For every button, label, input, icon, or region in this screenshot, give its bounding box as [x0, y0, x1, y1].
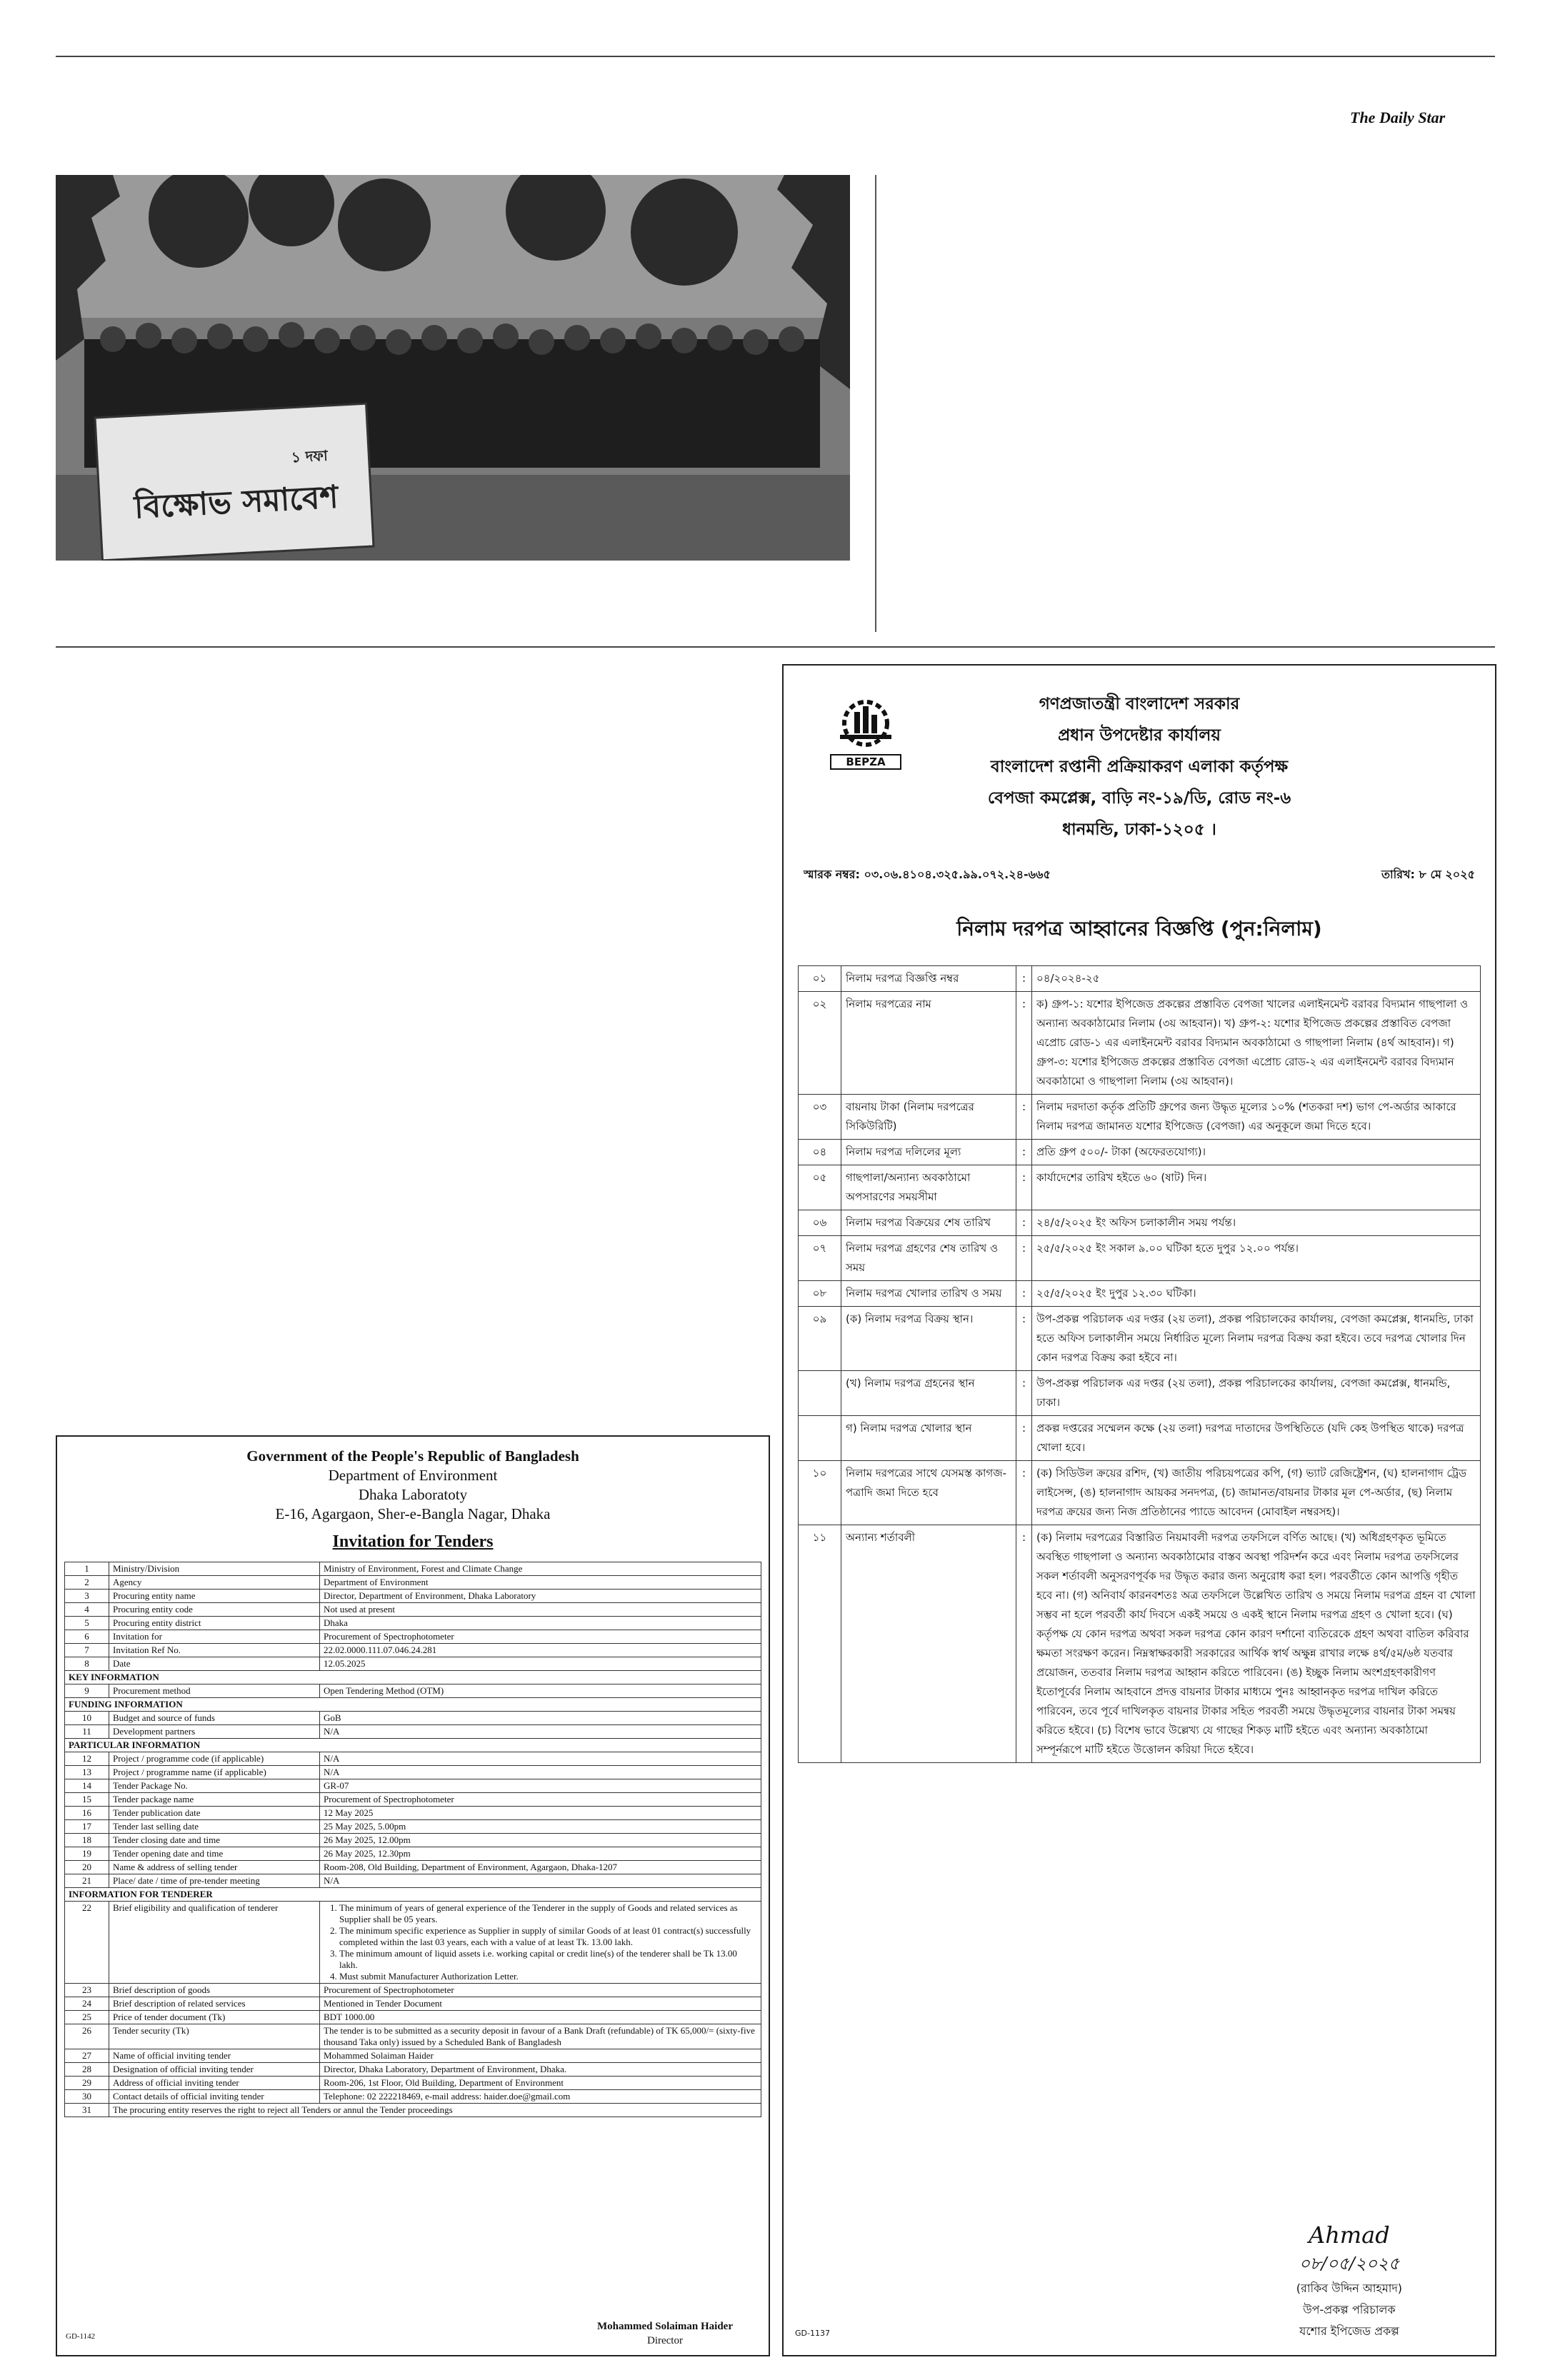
table-row	[65, 2063, 761, 2077]
row-number: ০৪	[799, 1140, 841, 1165]
row-number: 14	[65, 1779, 109, 1793]
row-number: 5	[65, 1617, 109, 1630]
row-label: Designation of official inviting tender	[109, 2063, 320, 2077]
row-number: 20	[65, 1861, 109, 1874]
row-number: 29	[65, 2077, 109, 2090]
row-label: Procuring entity district	[109, 1617, 320, 1630]
row-value: কার্যাদেশের তারিখ হইতে ৬০ (ষাট) দিন।	[1032, 1165, 1481, 1210]
table-row	[65, 1834, 761, 1847]
table-row	[65, 2024, 761, 2049]
row-label: Tender last selling date	[109, 1820, 320, 1834]
tender-notice-english	[56, 1435, 770, 2356]
row-value: উপ-প্রকল্প পরিচালক এর দপ্তর (২য় তলা), প্রকল্প পরিচালকের কার্যালয়, বেপজা কমপ্লেক্স, ধানমন্ডি, ঢাকা।	[1032, 1371, 1481, 1416]
row-number: ০৩	[799, 1095, 841, 1140]
header-line: প্রধান উপদেষ্টার কার্যালয়	[1058, 726, 1221, 745]
row-label: Brief description of goods	[109, 1984, 320, 1997]
row-label: (খ) নিলাম দরপত্র গ্রহনের স্থান	[841, 1371, 1016, 1416]
row-number: 23	[65, 1984, 109, 1997]
header-line: E-16, Agargaon, Sher-e-Bangla Nagar, Dhaka	[275, 1505, 551, 1522]
table-row	[65, 1657, 761, 1671]
top-rule	[56, 56, 1495, 57]
row-label: Procurement method	[109, 1684, 320, 1698]
table-row	[65, 1874, 761, 1888]
row-label: নিলাম দরপত্র খোলার তারিখ ও সময়	[841, 1281, 1016, 1307]
row-number: 18	[65, 1834, 109, 1847]
section-heading: INFORMATION FOR TENDERER	[65, 1888, 761, 1902]
row-value: 12 May 2025	[320, 1807, 761, 1820]
gd-code: GD-1142	[66, 2332, 96, 2341]
row-value: Procurement of Spectrophotometer	[320, 1984, 761, 1997]
row-colon: :	[1016, 966, 1032, 992]
row-value	[320, 1902, 761, 1984]
header-line: Department of Environment	[328, 1467, 498, 1484]
row-value: Mentioned in Tender Document	[320, 1997, 761, 2011]
table-row	[799, 1525, 1481, 1763]
row-label: নিলাম দরপত্রের নাম	[841, 992, 1016, 1095]
row-label: Development partners	[109, 1725, 320, 1739]
row-value: Director, Dhaka Laboratory, Department of Environment, Dhaka.	[320, 2063, 761, 2077]
row-label: Project / programme name (if applicable)	[109, 1766, 320, 1779]
row-label: Address of official inviting tender	[109, 2077, 320, 2090]
row-value: N/A	[320, 1752, 761, 1766]
row-value: ২৪/৫/২০২৫ ইং অফিস চলাকালীন সময় পর্যন্ত।	[1032, 1210, 1481, 1236]
row-number: 16	[65, 1807, 109, 1820]
row-label: Name of official inviting tender	[109, 2049, 320, 2063]
eligibility-item: 2. The minimum specific experience as Supplier in supply of similar Goods of at least 01 contract(s) successfully completed within the last 03 years, each with a value of at least Tk. 13.00 lakh.	[339, 1925, 757, 1948]
row-label: Name & address of selling tender	[109, 1861, 320, 1874]
row-label: Contact details of official inviting tender	[109, 2090, 320, 2104]
row-label: Procuring entity code	[109, 1603, 320, 1617]
row-number: 3	[65, 1590, 109, 1603]
row-colon: :	[1016, 1165, 1032, 1210]
row-label: (ক) নিলাম দরপত্র বিক্রয় স্থান।	[841, 1307, 1016, 1371]
row-value: BDT 1000.00	[320, 2011, 761, 2024]
row-label: Tender security (Tk)	[109, 2024, 320, 2049]
row-value: Procurement of Spectrophotometer	[320, 1630, 761, 1644]
row-number: 19	[65, 1847, 109, 1861]
row-label: Place/ date / time of pre-tender meeting	[109, 1874, 320, 1888]
row-label: Project / programme code (if applicable)	[109, 1752, 320, 1766]
row-label: Ministry/Division	[109, 1562, 320, 1576]
row-value: Dhaka	[320, 1617, 761, 1630]
row-number: 12	[65, 1752, 109, 1766]
row-label: নিলাম দরপত্র বিজ্ঞপ্তি নম্বর	[841, 966, 1016, 992]
row-value: Room-206, 1st Floor, Old Building, Department of Environment	[320, 2077, 761, 2090]
row-colon: :	[1016, 1371, 1032, 1416]
table-row	[65, 2011, 761, 2024]
row-value: Room-208, Old Building, Department of Environment, Agargaon, Dhaka-1207	[320, 1861, 761, 1874]
row-colon: :	[1016, 1095, 1032, 1140]
table-section-row	[65, 1698, 761, 1712]
row-number: ০২	[799, 992, 841, 1095]
row-number: ০১	[799, 966, 841, 992]
table-row	[65, 1779, 761, 1793]
table-row	[65, 1712, 761, 1725]
notice-date: তারিখ: ৮ মে ২০২৫	[1381, 868, 1475, 881]
handwritten-signature: Ahmad	[1309, 2221, 1390, 2249]
signature-block	[1296, 2221, 1402, 2342]
row-label: Brief description of related services	[109, 1997, 320, 2011]
table-row	[65, 2049, 761, 2063]
table-row	[799, 1236, 1481, 1281]
header-line: ধানমন্ডি, ঢাকা-১২০৫ ।	[1062, 820, 1216, 839]
row-number: 7	[65, 1644, 109, 1657]
signatory-title: Director	[647, 2335, 683, 2346]
signatory-office: যশোর ইপিজেড প্রকল্প	[1299, 2324, 1399, 2338]
reference-row	[804, 865, 1475, 885]
table-row	[65, 1576, 761, 1590]
table-row	[799, 992, 1481, 1095]
row-label: নিলাম দরপত্র বিক্রয়ের শেষ তারিখ	[841, 1210, 1016, 1236]
row-label: Procuring entity name	[109, 1590, 320, 1603]
row-number: 10	[65, 1712, 109, 1725]
row-value: 25 May 2025, 5.00pm	[320, 1820, 761, 1834]
header-line: বাংলাদেশ রপ্তানী প্রক্রিয়াকরণ এলাকা কর্তৃপক্ষ	[990, 758, 1289, 776]
table-row	[65, 1902, 761, 1984]
table-row	[799, 1461, 1481, 1525]
news-photo	[56, 175, 850, 561]
signatory-name: Mohammed Solaiman Haider	[597, 2321, 733, 2332]
table-row	[65, 1603, 761, 1617]
row-colon: :	[1016, 1236, 1032, 1281]
row-value: 22.02.0000.111.07.046.24.281	[320, 1644, 761, 1657]
row-number: ০৯	[799, 1307, 841, 1371]
row-value: The tender is to be submitted as a security deposit in favour of a Bank Draft (refundable) of TK 65,000/= (sixty-five thousand Taka only) issued by a Scheduled Bank of Bangladesh	[320, 2024, 761, 2049]
row-number: ০৮	[799, 1281, 841, 1307]
row-value: Ministry of Environment, Forest and Climate Change	[320, 1562, 761, 1576]
row-value: N/A	[320, 1874, 761, 1888]
banner-text: বিক্ষোভ সমাবেশ	[133, 478, 339, 526]
signatory-name: (রাকিব উদ্দিন আহমাদ)	[1296, 2281, 1402, 2295]
row-value: (ক) নিলাম দরপত্রের বিস্তারিত নিয়মাবলী দরপত্র তফসিলে বর্ণিত আছে। (খ) অধিগ্রহণকৃত ভূমিতে অবস্থিত গাছপালা ও অন্যান্য অবকাঠামোর বাস্তব অবস্থা পরিদর্শন করে এবং নিলাম দরপত্র তফসিলের সকল শর্তাবলী অনুসরণপূর্বক দর উদ্ধৃত করার জন্য অনুরোধ করা হল। পরবর্তীতে কোন আপত্তি গৃহীত হবে না। (গ) অনিবার্য কারনবশতঃ অত্র তফসিলে উল্লেখিত তারিখ ও সময়ে নিলাম দরপত্র গ্রহন বা খোলা সম্ভব না হলে পরবর্তী কার্য দিবসে একই সময়ে ও একই স্থানে নিলাম দরপত্র গ্রহণ ও খোলা হবে। (ঘ) কর্তৃপক্ষ যে কোন দরপত্র অথবা সকল দরপত্র কোন কারণ দর্শানো ব্যতিরেকে গ্রহণ অথবা বাতিল করিবার ক্ষমতা সংরক্ষণ করেন। নিম্নস্বাক্ষরকারী সরকারের আর্থিক স্বার্থ অক্ষুন্ন রাখার লক্ষে ৪র্থ/৫ম/৬ষ্ঠ যতবার প্রয়োজন, ততবার নিলাম দরপত্র আহ্বান করিতে পারিবেন। (ঙ) ইচ্ছুক নিলাম অংশগ্রহণকারীগণ ইতোপূর্বের নিলাম আহবানে প্রদত্ত বায়নার টাকার মাধ্যমে পুনঃ আহ্বানকৃত দরপত্র দাখিল করিতে পারিবেন, তবে পূর্বে দাখিলকৃত বায়নার টাকার সহিত পরবর্তী সময়ে উদ্ধৃতমূল্যের বায়নার টাকা সমন্বয় করিতে হইবে। (চ) বিশেষ ভাবে উল্লেখ্য যে গাছের শিকড় মাটি হইতে এবং অন্যান্য অবকাঠামো সম্পূর্নরূপে মাটি হইতে উত্তোলন করিয়া দিতে হইবে।	[1032, 1525, 1481, 1763]
row-value: Director, Department of Environment, Dhaka Laboratory	[320, 1590, 761, 1603]
table-row	[799, 1140, 1481, 1165]
row-number: ১১	[799, 1525, 841, 1763]
table-row	[65, 2104, 761, 2117]
row-value: Mohammed Solaiman Haider	[320, 2049, 761, 2063]
row-value: উপ-প্রকল্প পরিচালক এর দপ্তর (২য় তলা), প্রকল্প পরিচালকের কার্যালয়, বেপজা কমপ্লেক্স, ধানমন্ডি, ঢাকা হতে অফিস চলাকালীন সময়ে নির্ধারিত মূল্যে নিলাম দরপত্র বিক্রয় করা হইবে। তবে দরপত্র খোলার দিন কোন দরপত্র বিক্রয় করা হইবে না।	[1032, 1307, 1481, 1371]
signature-block	[597, 2319, 733, 2348]
eligibility-item: 4. Must submit Manufacturer Authorization Letter.	[339, 1971, 757, 1982]
row-value: Open Tendering Method (OTM)	[320, 1684, 761, 1698]
signatory-title: উপ-প্রকল্প পরিচালক	[1303, 2303, 1396, 2316]
row-colon: :	[1016, 1525, 1032, 1763]
row-label: অন্যান্য শর্তাবলী	[841, 1525, 1016, 1763]
row-label: Tender package name	[109, 1793, 320, 1807]
eligibility-list	[324, 1902, 757, 1982]
banner-small-text: ১ দফা	[291, 446, 329, 466]
table-row	[65, 2090, 761, 2104]
table-section-row	[65, 1671, 761, 1684]
row-label: গ) নিলাম দরপত্র খোলার স্থান	[841, 1416, 1016, 1461]
gd-code: GD-1137	[795, 2329, 830, 2338]
row-value: Department of Environment	[320, 1576, 761, 1590]
row-value: Telephone: 02 222218469, e-mail address: haider.doe@gmail.com	[320, 2090, 761, 2104]
row-label: নিলাম দরপত্রের সাথে যেসমস্ত কাগজ-পত্রাদি জমা দিতে হবে	[841, 1461, 1016, 1525]
row-label: Budget and source of funds	[109, 1712, 320, 1725]
table-section-row	[65, 1739, 761, 1752]
row-label: The procuring entity reserves the right to reject all Tenders or annul the Tender proceedings	[109, 2104, 761, 2117]
notice-header	[64, 1447, 761, 1524]
row-colon: :	[1016, 1461, 1032, 1525]
logo-text: BEPZA	[830, 754, 901, 770]
row-label: Date	[109, 1657, 320, 1671]
row-number: ০৫	[799, 1165, 841, 1210]
table-row	[65, 1630, 761, 1644]
column-divider	[875, 175, 876, 632]
row-number: ০৬	[799, 1210, 841, 1236]
section-rule	[56, 646, 1495, 648]
row-value: প্রকল্প দপ্তরের সম্মেলন কক্ষে (২য় তলা) দরপত্র দাতাদের উপস্থিতিতে (যদি কেহ উপস্থিত থাকে) দরপত্র খোলা হবে।	[1032, 1416, 1481, 1461]
table-row	[799, 966, 1481, 992]
row-value: প্রতি গ্রুপ ৫০০/- টাকা (অফেরতযোগ্য)।	[1032, 1140, 1481, 1165]
row-label: Agency	[109, 1576, 320, 1590]
table-row	[65, 1807, 761, 1820]
row-label: বায়নায় টাকা (নিলাম দরপত্রের সিকিউরিটি)	[841, 1095, 1016, 1140]
header-line: গণপ্রজাতন্ত্রী বাংলাদেশ সরকার	[1039, 695, 1240, 713]
table-row	[65, 1997, 761, 2011]
row-number: 30	[65, 2090, 109, 2104]
table-row	[65, 1820, 761, 1834]
row-label: Invitation Ref No.	[109, 1644, 320, 1657]
header-line: Government of the People's Republic of Bangladesh	[246, 1447, 579, 1465]
row-number: ১০	[799, 1461, 841, 1525]
row-value: 12.05.2025	[320, 1657, 761, 1671]
row-label: Tender closing date and time	[109, 1834, 320, 1847]
row-number: 1	[65, 1562, 109, 1576]
row-number: 6	[65, 1630, 109, 1644]
table-row	[65, 1562, 761, 1576]
row-label: Tender publication date	[109, 1807, 320, 1820]
auction-table	[798, 965, 1481, 1763]
row-colon: :	[1016, 1210, 1032, 1236]
row-colon: :	[1016, 1281, 1032, 1307]
row-number: 2	[65, 1576, 109, 1590]
table-row	[65, 1644, 761, 1657]
auction-notice-bengali	[782, 664, 1496, 2356]
memo-number: স্মারক নম্বর: ০৩.০৬.৪১০৪.৩২৫.৯৯.০৭২.২৪-৬৬৫	[804, 868, 1051, 881]
row-number: 25	[65, 2011, 109, 2024]
row-value: 26 May 2025, 12.30pm	[320, 1847, 761, 1861]
row-label: Tender opening date and time	[109, 1847, 320, 1861]
row-number: 26	[65, 2024, 109, 2049]
row-number: 8	[65, 1657, 109, 1671]
row-number: 21	[65, 1874, 109, 1888]
row-number: 24	[65, 1997, 109, 2011]
row-value: ২৫/৫/২০২৫ ইং দুপুর ১২.৩০ ঘটিকা।	[1032, 1281, 1481, 1307]
table-section-row	[65, 1888, 761, 1902]
row-label: Brief eligibility and qualification of tenderer	[109, 1902, 320, 1984]
row-number	[799, 1416, 841, 1461]
row-colon: :	[1016, 1140, 1032, 1165]
row-label: নিলাম দরপত্র দলিলের মূল্য	[841, 1140, 1016, 1165]
table-row	[65, 1590, 761, 1603]
row-value: 26 May 2025, 12.00pm	[320, 1834, 761, 1847]
eligibility-item: 1. The minimum of years of general experience of the Tenderer in the supply of Goods and related services as Supplier shall be 05 years.	[339, 1902, 757, 1925]
row-value: ক) গ্রুপ-১: যশোর ইপিজেড প্রকল্পের প্রস্তাবিত বেপজা খালের এলাইনমেন্ট বরাবর বিদ্যমান গাছপালা ও অন্যান্য অবকাঠামোর নিলাম (৩য় আহবান)। খ) গ্রুপ-২: যশোর ইপিজেড প্রকল্পের প্রস্তাবিত বেপজা এপ্রোচ রোড-১ এর এলাইনমেন্ট বরাবর বিদ্যমান অবকাঠামো ও গাছপালা নিলাম (৪র্থ আহবান)। গ) গ্রুপ-৩: যশোর ইপিজেড প্রকল্পের প্রস্তাবিত বেপজা এপ্রোচ রোড-২ এর এলাইনমেন্ট বরাবর বিদ্যমান অবকাঠামো ও গাছপালা নিলাম (৩য় আহবান)।	[1032, 992, 1481, 1095]
row-label: গাছপালা/অন্যান্য অবকাঠামো অপসারণের সময়সীমা	[841, 1165, 1016, 1210]
notice-title: নিলাম দরপত্র আহ্বানের বিজ্ঞপ্তি (পুন:নিলাম)	[956, 917, 1322, 940]
row-value: ২৫/৫/২০২৫ ইং সকাল ৯.০০ ঘটিকা হতে দুপুর ১২.০০ পর্যন্ত।	[1032, 1236, 1481, 1281]
row-number: ০৭	[799, 1236, 841, 1281]
tender-table	[64, 1562, 761, 2117]
row-number: 17	[65, 1820, 109, 1834]
row-colon: :	[1016, 1416, 1032, 1461]
row-label: Price of tender document (Tk)	[109, 2011, 320, 2024]
row-value: (ক) সিডিউল ক্রয়ের রশিদ, (খ) জাতীয় পরিচয়পত্রের কপি, (গ) ভ্যাট রেজিষ্ট্রেশন, (ঘ) হালনাগাদ ট্রেড লাইসেন্স, (ঙ) হালনাগাদ আয়কর সনদপত্র, (চ) জামানত/বায়নার টাকার মূল পে-অর্ডার, (ছ) নিলাম দরপত্র ক্রয়ের জন্য নিজ প্রতিষ্ঠানের প্যাডে আবেদন (মোবাইল নম্বরসহ)।	[1032, 1461, 1481, 1525]
bepza-logo	[830, 691, 901, 769]
row-value: ০৪/২০২৪-২৫	[1032, 966, 1481, 992]
row-number: 4	[65, 1603, 109, 1617]
row-value: GR-07	[320, 1779, 761, 1793]
row-number: 9	[65, 1684, 109, 1698]
signature-date: ০৮/০৫/২০২৫	[1299, 2254, 1400, 2274]
table-row	[65, 1861, 761, 1874]
section-heading: KEY INFORMATION	[65, 1671, 761, 1684]
header-line: Dhaka Laboratoty	[358, 1486, 468, 1503]
table-row	[799, 1095, 1481, 1140]
row-number: 13	[65, 1766, 109, 1779]
row-value: Procurement of Spectrophotometer	[320, 1793, 761, 1807]
table-row	[799, 1371, 1481, 1416]
eligibility-item: 3. The minimum amount of liquid assets i.e. working capital or credit line(s) of the tenderer shall be Tk 13.00 lakh.	[339, 1948, 757, 1971]
table-row	[799, 1210, 1481, 1236]
table-row	[65, 2077, 761, 2090]
row-number: 22	[65, 1902, 109, 1984]
row-value: GoB	[320, 1712, 761, 1725]
row-value: Not used at present	[320, 1603, 761, 1617]
row-colon: :	[1016, 1307, 1032, 1371]
table-row	[65, 1766, 761, 1779]
row-value: N/A	[320, 1766, 761, 1779]
table-row	[799, 1165, 1481, 1210]
row-number	[799, 1371, 841, 1416]
table-row	[65, 1793, 761, 1807]
table-row	[65, 1617, 761, 1630]
table-row	[65, 1847, 761, 1861]
table-row	[799, 1281, 1481, 1307]
row-number: 31	[65, 2104, 109, 2117]
row-number: 27	[65, 2049, 109, 2063]
header-line: বেপজা কমপ্লেক্স, বাড়ি নং-১৯/ডি, রোড নং-৬	[987, 789, 1291, 808]
table-row	[65, 1984, 761, 1997]
row-number: 11	[65, 1725, 109, 1739]
row-number: 28	[65, 2063, 109, 2077]
table-row	[65, 1752, 761, 1766]
table-row	[799, 1307, 1481, 1371]
section-heading: PARTICULAR INFORMATION	[65, 1739, 761, 1752]
gear-factory-icon	[830, 691, 901, 750]
table-row	[65, 1684, 761, 1698]
row-label: নিলাম দরপত্র গ্রহণের শেষ তারিখ ও সময়	[841, 1236, 1016, 1281]
row-label: Invitation for	[109, 1630, 320, 1644]
table-row	[799, 1416, 1481, 1461]
row-value: N/A	[320, 1725, 761, 1739]
table-row	[65, 1725, 761, 1739]
masthead: The Daily Star	[1350, 109, 1446, 126]
row-label: Tender Package No.	[109, 1779, 320, 1793]
row-colon: :	[1016, 992, 1032, 1095]
row-value: নিলাম দরদাতা কর্তৃক প্রতিটি গ্রুপের জন্য উদ্ধৃত মূল্যের ১০% (শতকরা দশ) ভাগ পে-অর্ডার আকারে নিলাম দরপত্র জামানত যশোর ইপিজেড (বেপজা) এর অনুকূলে জমা দিতে হবে।	[1032, 1095, 1481, 1140]
notice-title: Invitation for Tenders	[332, 1532, 494, 1551]
section-heading: FUNDING INFORMATION	[65, 1698, 761, 1712]
row-number: 15	[65, 1793, 109, 1807]
